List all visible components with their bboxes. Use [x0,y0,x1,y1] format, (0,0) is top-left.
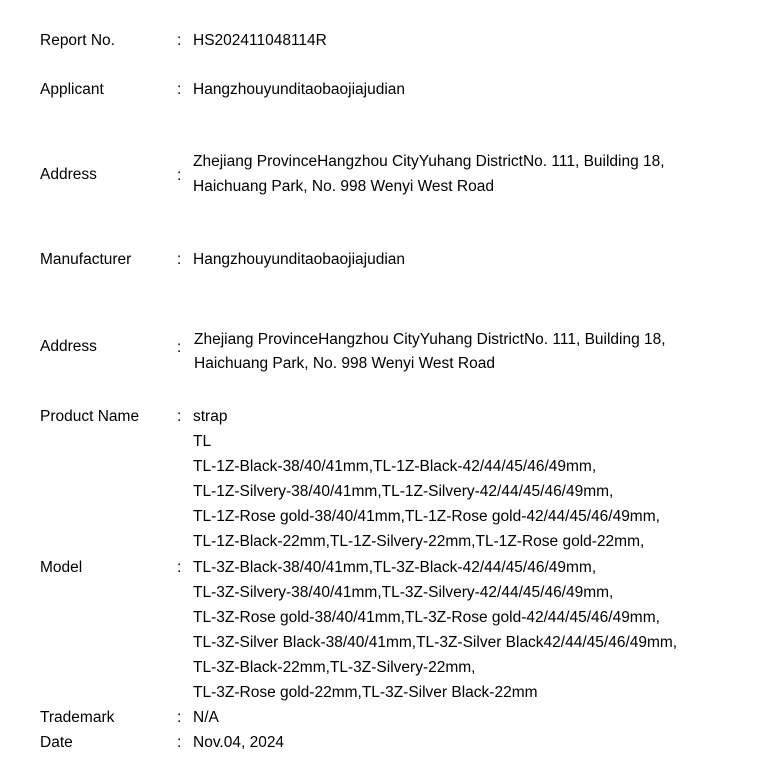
model-line: TL-3Z-Rose gold-38/40/41mm,TL-3Z-Rose gold-42/44/45/46/49mm, [193,609,660,626]
model-line: TL-3Z-Silver Black-38/40/41mm,TL-3Z-Silver Black42/44/45/46/49mm, [193,634,678,651]
model-line: TL-1Z-Black-22mm,TL-1Z-Silvery-22mm,TL-1Z-Rose gold-22mm, [193,533,645,550]
applicant-address-label: Address [40,166,97,183]
applicant-address-line2: Haichuang Park, No. 998 Wenyi West Road [193,178,494,195]
model-colon: : [177,559,182,576]
trademark-label: Trademark [40,709,115,726]
manufacturer-address-line2: Haichuang Park, No. 998 Wenyi West Road [194,355,495,372]
manufacturer-colon: : [177,251,182,268]
model-line: TL-1Z-Rose gold-38/40/41mm,TL-1Z-Rose gold-42/44/45/46/49mm, [193,508,660,525]
manufacturer-address-label: Address [40,338,97,355]
model-line: TL-1Z-Silvery-38/40/41mm,TL-1Z-Silvery-42/44/45/46/49mm, [193,483,614,500]
trademark-value: N/A [193,709,219,726]
applicant-colon: : [177,81,182,98]
date-colon: : [177,734,182,751]
date-value: Nov.04, 2024 [193,734,285,751]
model-line: TL [193,433,212,450]
manufacturer-address-line1: Zhejiang ProvinceHangzhou CityYuhang DistrictNo. 111, Building 18, [194,331,666,348]
manufacturer-value: Hangzhouyunditaobaojiajudian [193,251,406,268]
manufacturer-label: Manufacturer [40,251,132,268]
model-line: TL-3Z-Rose gold-22mm,TL-3Z-Silver Black-22mm [193,684,538,701]
model-line: TL-3Z-Silvery-38/40/41mm,TL-3Z-Silvery-42/44/45/46/49mm, [193,584,614,601]
model-line: TL-1Z-Black-38/40/41mm,TL-1Z-Black-42/44/45/46/49mm, [193,458,597,475]
model-label: Model [40,559,83,576]
product-name-label: Product Name [40,408,140,425]
applicant-label: Applicant [40,81,104,98]
applicant-value: Hangzhouyunditaobaojiajudian [193,81,406,98]
product-name-colon: : [177,408,182,425]
report-no-colon: : [177,32,182,49]
report-no-label: Report No. [40,32,115,49]
manufacturer-address-colon: : [177,339,182,356]
report-no-value: HS202411048114R [193,32,327,49]
model-line: TL-3Z-Black-38/40/41mm,TL-3Z-Black-42/44/45/46/49mm, [193,559,597,576]
product-name-value: strap [193,408,228,425]
trademark-colon: : [177,709,182,726]
applicant-address-line1: Zhejiang ProvinceHangzhou CityYuhang DistrictNo. 111, Building 18, [193,153,665,170]
date-label: Date [40,734,73,751]
model-line: TL-3Z-Black-22mm,TL-3Z-Silvery-22mm, [193,659,476,676]
applicant-address-colon: : [177,167,182,184]
